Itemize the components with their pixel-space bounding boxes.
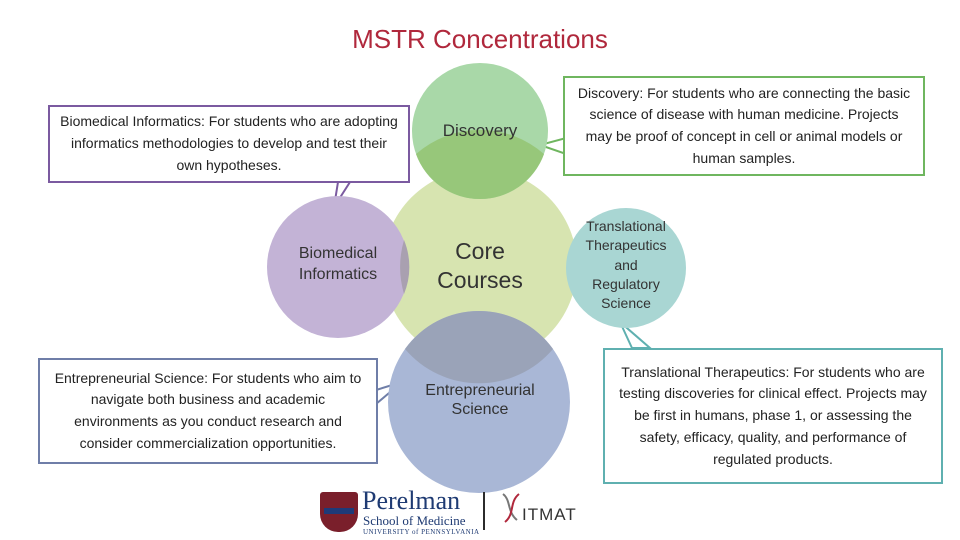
biomedical-informatics-label <box>273 244 403 286</box>
entrepreneurial-callout <box>38 358 378 464</box>
translational-label-line3: and <box>614 256 638 273</box>
discovery-label: Discovery <box>442 121 518 140</box>
itmat-mark-icon <box>497 490 525 526</box>
perelman-logo-name: Perelman <box>362 486 461 515</box>
biomedical-label-line1: Biomedical <box>298 245 378 262</box>
page-title: MSTR Concentrations <box>352 24 608 54</box>
core-courses-label-line1: Core <box>455 238 505 264</box>
biomedical-callout <box>48 105 410 183</box>
translational-label-line5: Science <box>601 295 651 312</box>
discovery-callout <box>563 76 925 176</box>
translational-callout <box>603 348 943 484</box>
perelman-logo-university: UNIVERSITY of PENNSYLVANIA <box>363 528 480 536</box>
biomedical-callout-text: Biomedical Informatics: For students who are adopting informatics methodologies to develop and test their own hypotheses. <box>60 113 398 173</box>
entrepreneurial-label <box>405 381 555 419</box>
penn-shield-icon <box>320 492 358 532</box>
itmat-logo-text: ITMAT <box>522 505 577 524</box>
entrepreneurial-label-line2: Science <box>451 401 509 419</box>
core-courses-label <box>410 237 550 295</box>
discovery-callout-text: Discovery: For students who are connecting the basic science of disease with human medicine. Projects may be proof of concept in cell or animal models or human samples. <box>577 84 911 166</box>
core-courses-label-line2: Courses <box>437 266 523 293</box>
translational-label-line2: Therapeutics <box>585 237 667 254</box>
translational-label-line1: Translational <box>586 218 666 234</box>
translational-label-line4: Regulatory <box>592 275 660 292</box>
biomedical-label-line2: Informatics <box>298 265 378 283</box>
translational-label <box>566 217 686 314</box>
entrepreneurial-label-line1: Entrepreneurial <box>425 382 535 399</box>
perelman-logo-school: School of Medicine <box>363 513 466 528</box>
entrepreneurial-callout-text: Entrepreneurial Science: For students who aim to navigate both business and academic environments as you conduct research and consider commercialization opportunities. <box>54 369 362 451</box>
logo-divider <box>483 492 485 530</box>
translational-callout-text: Translational Therapeutics: For students who are testing discoveries for clinical effect. Projects may be first in humans, phase 1, or assessing the safety, efficacy, quality, and performance of regulated products. <box>619 363 927 467</box>
